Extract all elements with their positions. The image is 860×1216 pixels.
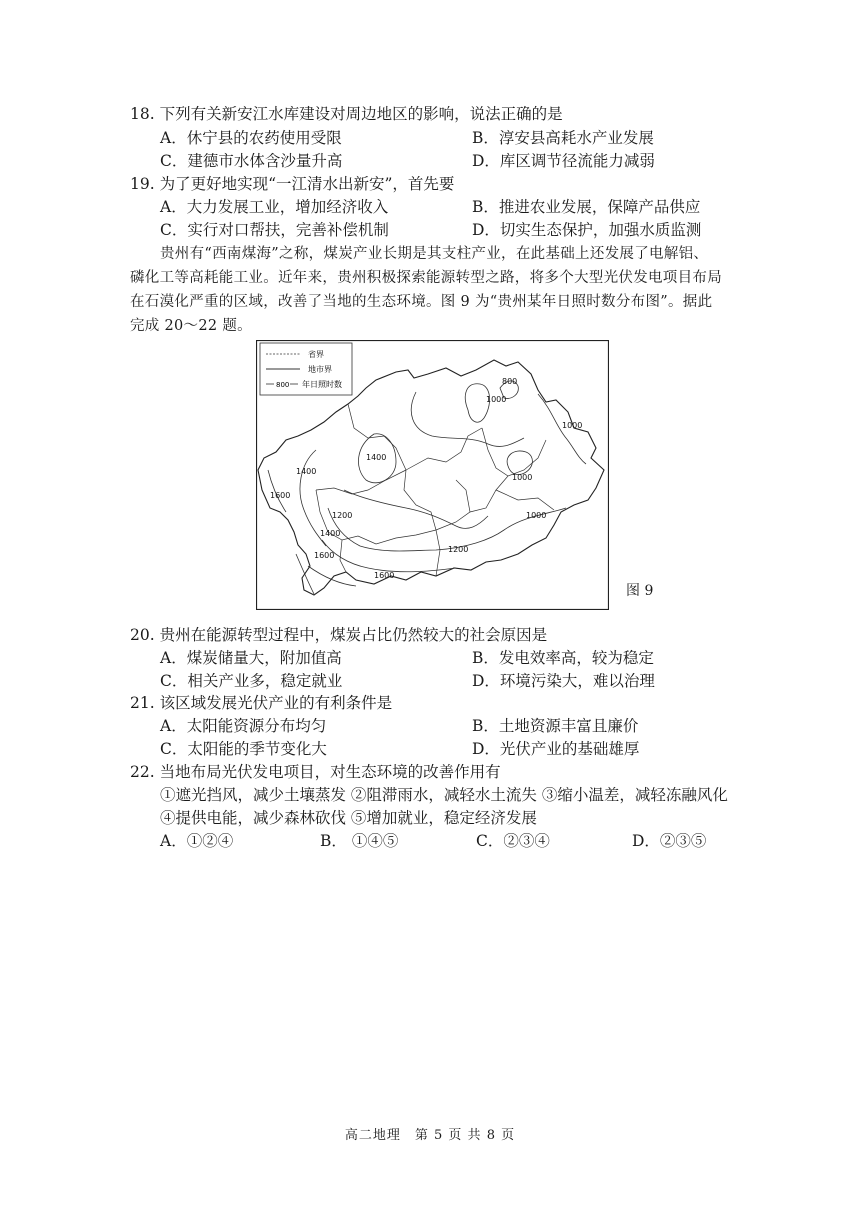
question-22-statements-line-1: ①遮光挡风，减少土壤蒸发 ②阻滞雨水，减轻水土流失 ③缩小温差，减轻冻融风化 [160, 786, 728, 804]
question-19-option-b: B．推进农业发展，保障产品供应 [472, 198, 701, 216]
legend-city-label: 地市界 [308, 365, 332, 374]
figure-9-label: 图 9 [626, 583, 654, 599]
passage-line-1: 贵州有“西南煤海”之称，煤炭产业长期是其支柱产业，在此基础上还发展了电解铝、 [160, 246, 709, 262]
question-21-option-c: C．太阳能的季节变化大 [160, 740, 327, 758]
question-22-option-a: A．①②④ [160, 832, 234, 850]
question-20-option-c: C．相关产业多，稳定就业 [160, 672, 343, 690]
question-20-option-b: B．发电效率高，较为稳定 [472, 649, 654, 667]
contour-label-1200-south: 1200 [448, 545, 469, 554]
question-20-option-a: A．煤炭储量大，附加值高 [160, 649, 342, 667]
legend-isoline-label: 年日照时数 [302, 380, 342, 389]
question-19-option-d: D．切实生态保护，加强水质监测 [472, 221, 702, 239]
contour-label-1600-southmost: 1600 [374, 571, 395, 580]
question-20-option-d: D．环境污染大，难以治理 [472, 672, 655, 690]
contour-label-1000-east: 1000 [562, 421, 583, 430]
question-22-statements-line-2: ④提供电能，减少森林砍伐 ⑤增加就业，稳定经济发展 [160, 809, 537, 827]
legend-province-label: 省界 [308, 350, 324, 359]
question-22-option-d: D．②③⑤ [632, 832, 707, 850]
question-19-stem: 19. 为了更好地实现“一江清水出新安”，首先要 [130, 175, 455, 193]
question-21-option-a: A．太阳能资源分布均匀 [160, 717, 327, 735]
question-22-stem: 22. 当地布局光伏发电项目，对生态环境的改善作用有 [130, 763, 501, 781]
question-18-option-c: C．建德市水体含沙量升高 [160, 152, 343, 170]
contour-label-1600-south: 1600 [314, 551, 335, 560]
question-22-option-c: C．②③④ [476, 832, 550, 850]
question-19-option-c: C．实行对口帮扶，完善补偿机制 [160, 221, 389, 239]
question-20-stem: 20. 贵州在能源转型过程中，煤炭占比仍然较大的社会原因是 [130, 626, 548, 644]
contour-label-1000-north: 1000 [486, 395, 507, 404]
question-18-stem: 18. 下列有关新安江水库建设对周边地区的影响，说法正确的是 [130, 105, 563, 123]
contour-label-800-ne: 800 [502, 377, 518, 386]
sunshine-hours-map [256, 340, 609, 610]
question-22-option-b: B． ①④⑤ [320, 832, 399, 850]
page-footer: 高二地理 第 5 页 共 8 页 [344, 1128, 516, 1143]
contour-label-1400-west: 1400 [296, 467, 317, 476]
passage-line-3: 在石漠化严重的区域，改善了当地的生态环境。图 9 为“贵州某年日照时数分布图”。据此 [130, 294, 713, 310]
question-21-stem: 21. 该区域发展光伏产业的有利条件是 [130, 694, 393, 712]
question-18-option-a: A．休宁县的农药使用受限 [160, 129, 342, 147]
contour-label-1000-east-loop: 1000 [512, 473, 533, 482]
question-19-option-a: A．大力发展工业，增加经济收入 [160, 198, 389, 216]
question-21-option-b: B．土地资源丰富且廉价 [472, 717, 639, 735]
question-18-option-d: D．库区调节径流能力减弱 [472, 152, 655, 170]
legend-isoline-value: 800 [276, 381, 290, 389]
contour-label-1200-southwest: 1200 [332, 511, 353, 520]
contour-label-1000-southeast: 1000 [526, 511, 547, 520]
question-21-option-d: D．光伏产业的基础雄厚 [472, 740, 640, 758]
question-18-option-b: B．淳安县高耗水产业发展 [472, 129, 654, 147]
contour-label-1400-south: 1400 [320, 529, 341, 538]
contour-label-1400-center: 1400 [366, 453, 387, 462]
passage-line-4: 完成 20～22 题。 [130, 318, 252, 334]
passage-line-2: 磷化工等高耗能工业。近年来，贵州积极探索能源转型之路，将多个大型光伏发电项目布局 [130, 270, 722, 286]
contour-label-1600-west: 1600 [270, 491, 291, 500]
